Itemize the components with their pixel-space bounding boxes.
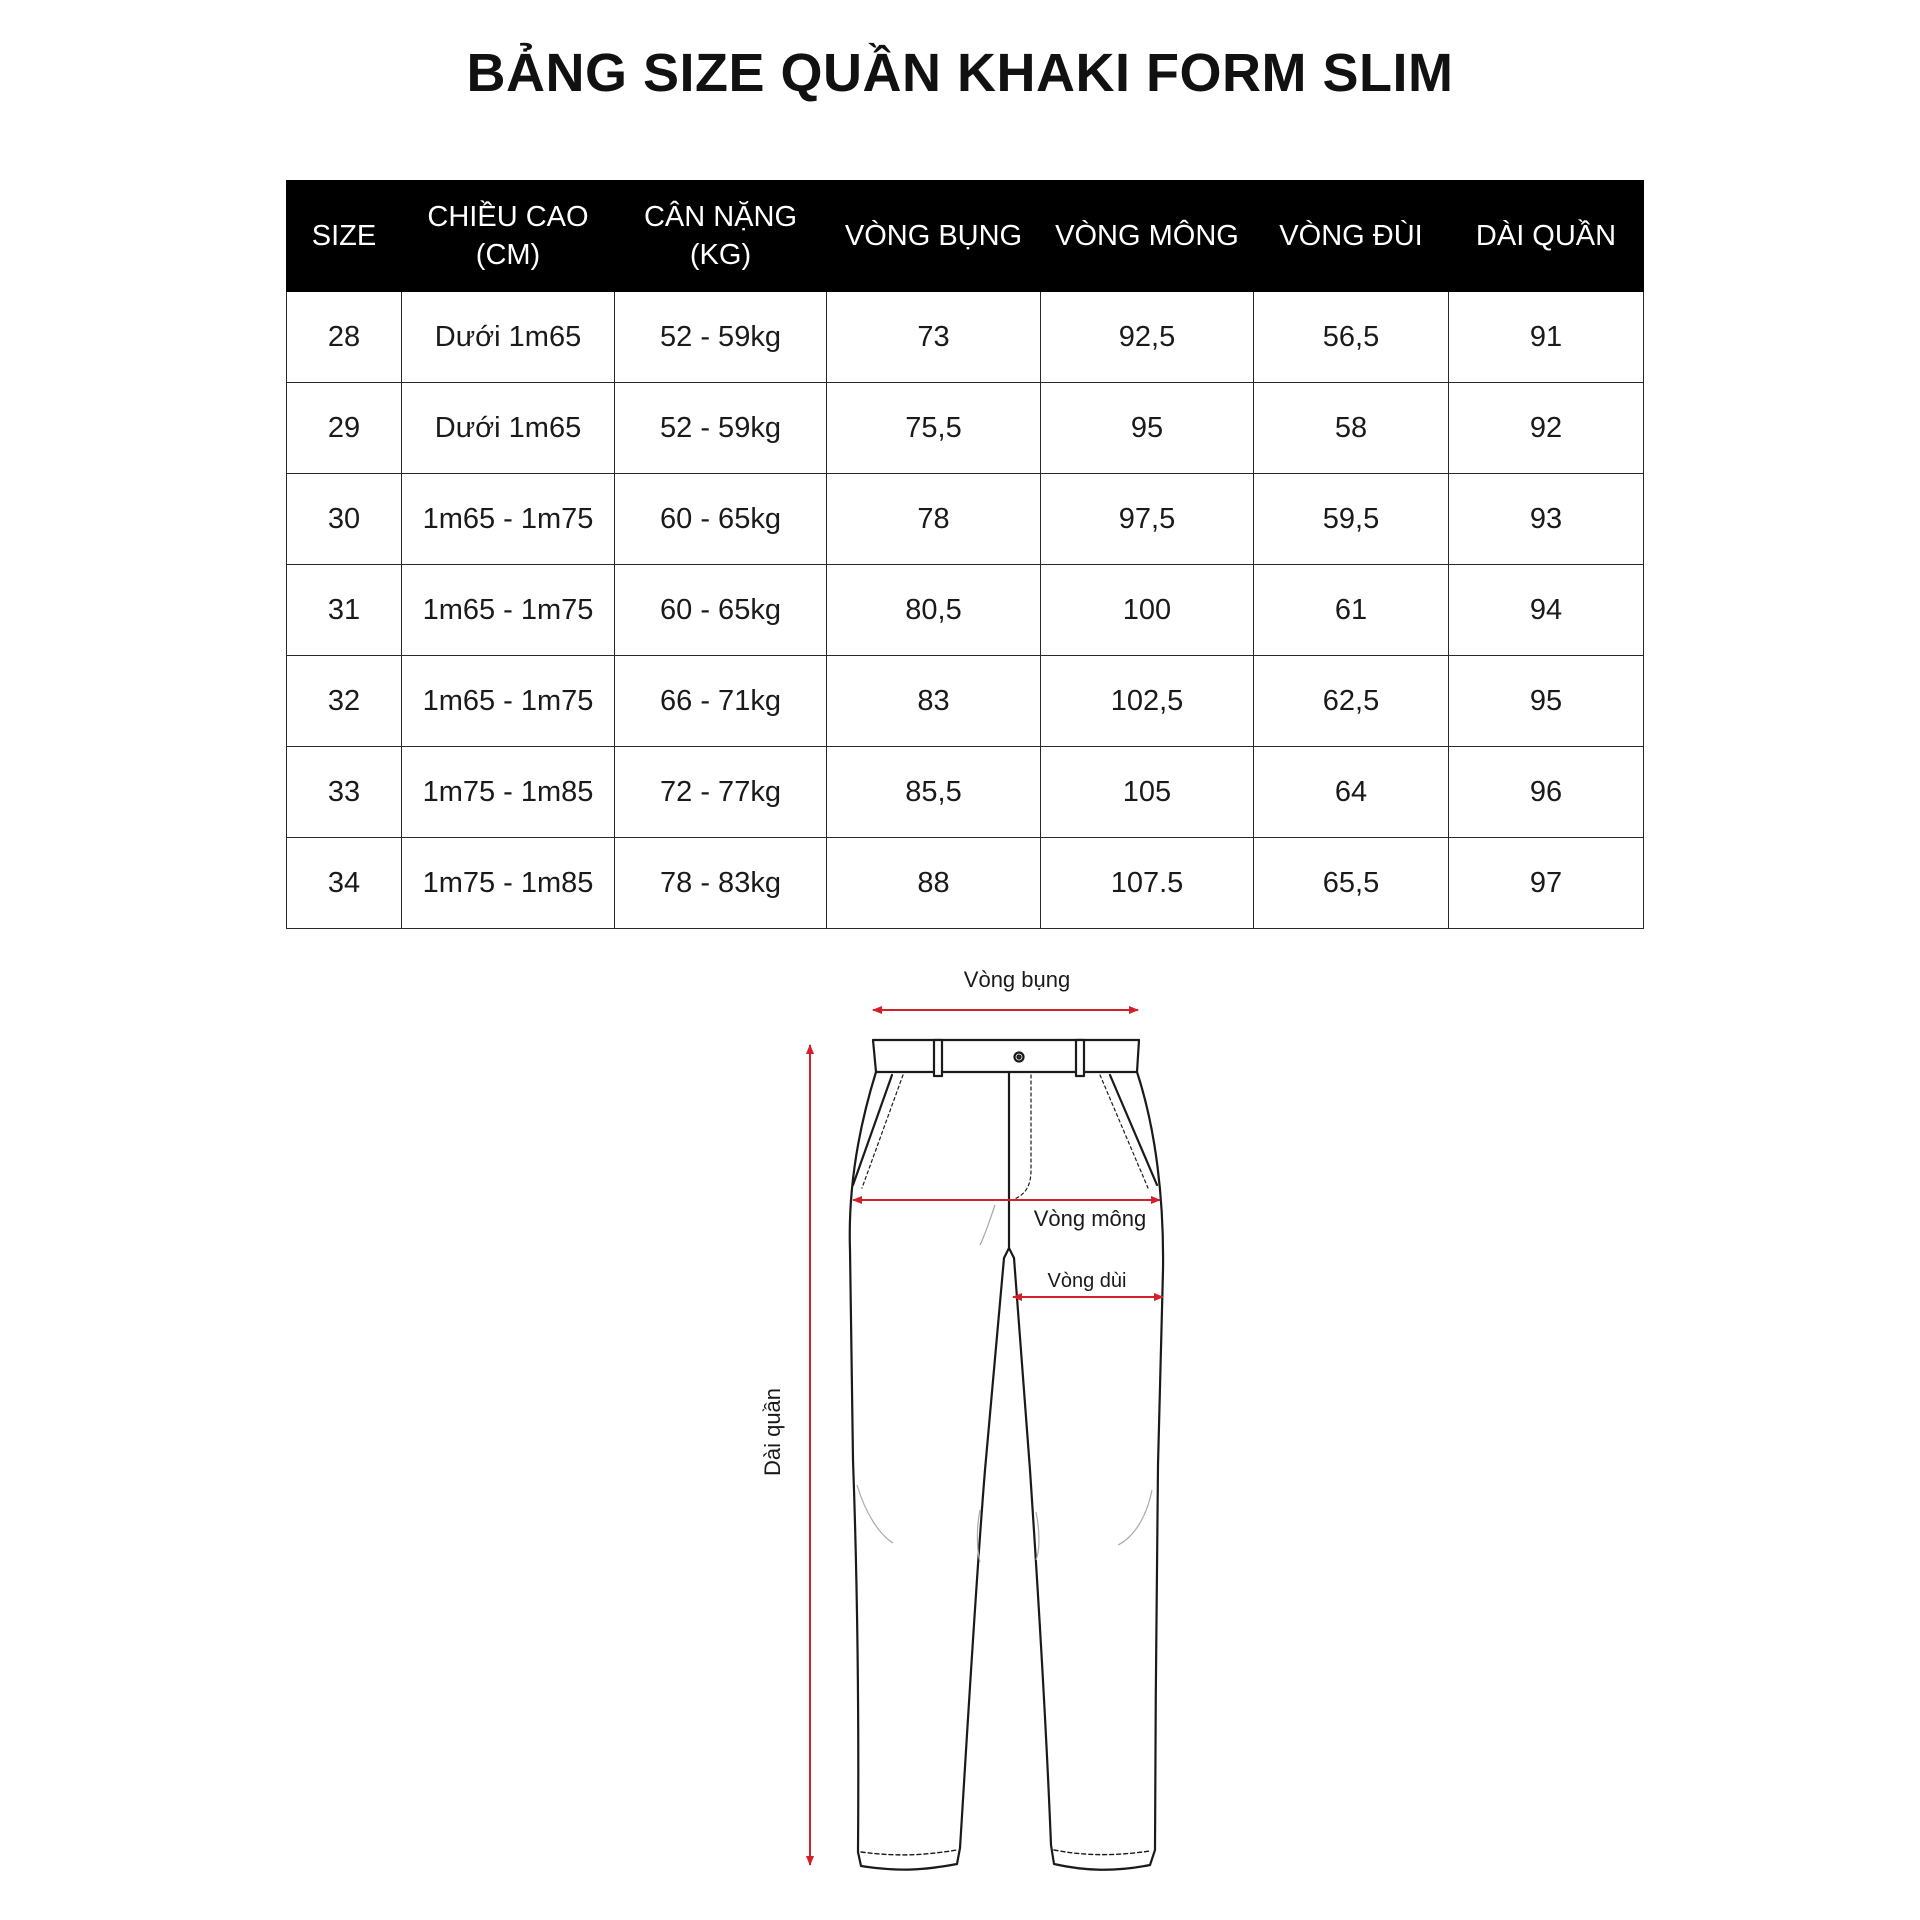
cell-weight: 72 - 77kg [615, 747, 827, 838]
cell-length: 92 [1449, 383, 1644, 474]
cell-waist: 73 [827, 292, 1041, 383]
header-hip: VÒNG MÔNG [1041, 181, 1254, 292]
cell-thigh: 62,5 [1254, 656, 1449, 747]
cell-length: 95 [1449, 656, 1644, 747]
left-pocket [853, 1075, 892, 1185]
left-leg-outline [850, 1072, 1004, 1870]
page-title: BẢNG SIZE QUẦN KHAKI FORM SLIM [466, 43, 1454, 103]
header-size: SIZE [287, 181, 402, 292]
cell-hip: 105 [1041, 747, 1254, 838]
cell-hip: 102,5 [1041, 656, 1254, 747]
cell-length: 97 [1449, 838, 1644, 929]
cell-size: 29 [287, 383, 402, 474]
waistband [873, 1040, 1139, 1072]
cell-size: 28 [287, 292, 402, 383]
cell-thigh: 61 [1254, 565, 1449, 656]
cell-hip: 97,5 [1041, 474, 1254, 565]
cell-size: 34 [287, 838, 402, 929]
right-leg-outline [1014, 1072, 1163, 1870]
cell-height: 1m65 - 1m75 [402, 565, 615, 656]
hip-label: Vòng mông [1033, 1206, 1147, 1231]
cell-hip: 100 [1041, 565, 1254, 656]
cell-height: Dưới 1m65 [402, 292, 615, 383]
thigh-label: Vòng dùi [1047, 1270, 1127, 1292]
waist-label: Vòng bụng [963, 967, 1071, 992]
header-length: DÀI QUẦN [1449, 181, 1644, 292]
cell-weight: 78 - 83kg [615, 838, 827, 929]
belt-loop-left [934, 1040, 942, 1076]
cell-height: 1m75 - 1m85 [402, 838, 615, 929]
cell-size: 32 [287, 656, 402, 747]
cell-thigh: 59,5 [1254, 474, 1449, 565]
button [1015, 1053, 1024, 1062]
cell-weight: 66 - 71kg [615, 656, 827, 747]
cell-height: 1m75 - 1m85 [402, 747, 615, 838]
length-label: Dài quần [760, 1387, 785, 1477]
belt-loop-right [1076, 1040, 1084, 1076]
cell-length: 93 [1449, 474, 1644, 565]
cell-height: 1m65 - 1m75 [402, 474, 615, 565]
cell-size: 31 [287, 565, 402, 656]
cell-hip: 107.5 [1041, 838, 1254, 929]
cell-length: 96 [1449, 747, 1644, 838]
cell-thigh: 64 [1254, 747, 1449, 838]
cell-size: 30 [287, 474, 402, 565]
cell-waist: 78 [827, 474, 1041, 565]
cell-weight: 60 - 65kg [615, 474, 827, 565]
cell-weight: 52 - 59kg [615, 383, 827, 474]
header-height: CHIỀU CAO (CM) [402, 181, 615, 292]
right-pocket [1110, 1075, 1157, 1185]
cell-thigh: 58 [1254, 383, 1449, 474]
cell-hip: 92,5 [1041, 292, 1254, 383]
cell-waist: 75,5 [827, 383, 1041, 474]
cell-waist: 88 [827, 838, 1041, 929]
cell-height: Dưới 1m65 [402, 383, 615, 474]
cell-thigh: 56,5 [1254, 292, 1449, 383]
cell-weight: 52 - 59kg [615, 292, 827, 383]
cell-hip: 95 [1041, 383, 1254, 474]
pants-illustration [850, 1040, 1163, 1870]
cell-size: 33 [287, 747, 402, 838]
crotch [1004, 1248, 1014, 1258]
cell-length: 91 [1449, 292, 1644, 383]
header-waist: VÒNG BỤNG [827, 181, 1041, 292]
cell-height: 1m65 - 1m75 [402, 656, 615, 747]
cell-waist: 83 [827, 656, 1041, 747]
cell-thigh: 65,5 [1254, 838, 1449, 929]
header-thigh: VÒNG ĐÙI [1254, 181, 1449, 292]
cell-waist: 80,5 [827, 565, 1041, 656]
cell-waist: 85,5 [827, 747, 1041, 838]
cell-length: 94 [1449, 565, 1644, 656]
cell-weight: 60 - 65kg [615, 565, 827, 656]
header-weight: CÂN NẶNG (KG) [615, 181, 827, 292]
